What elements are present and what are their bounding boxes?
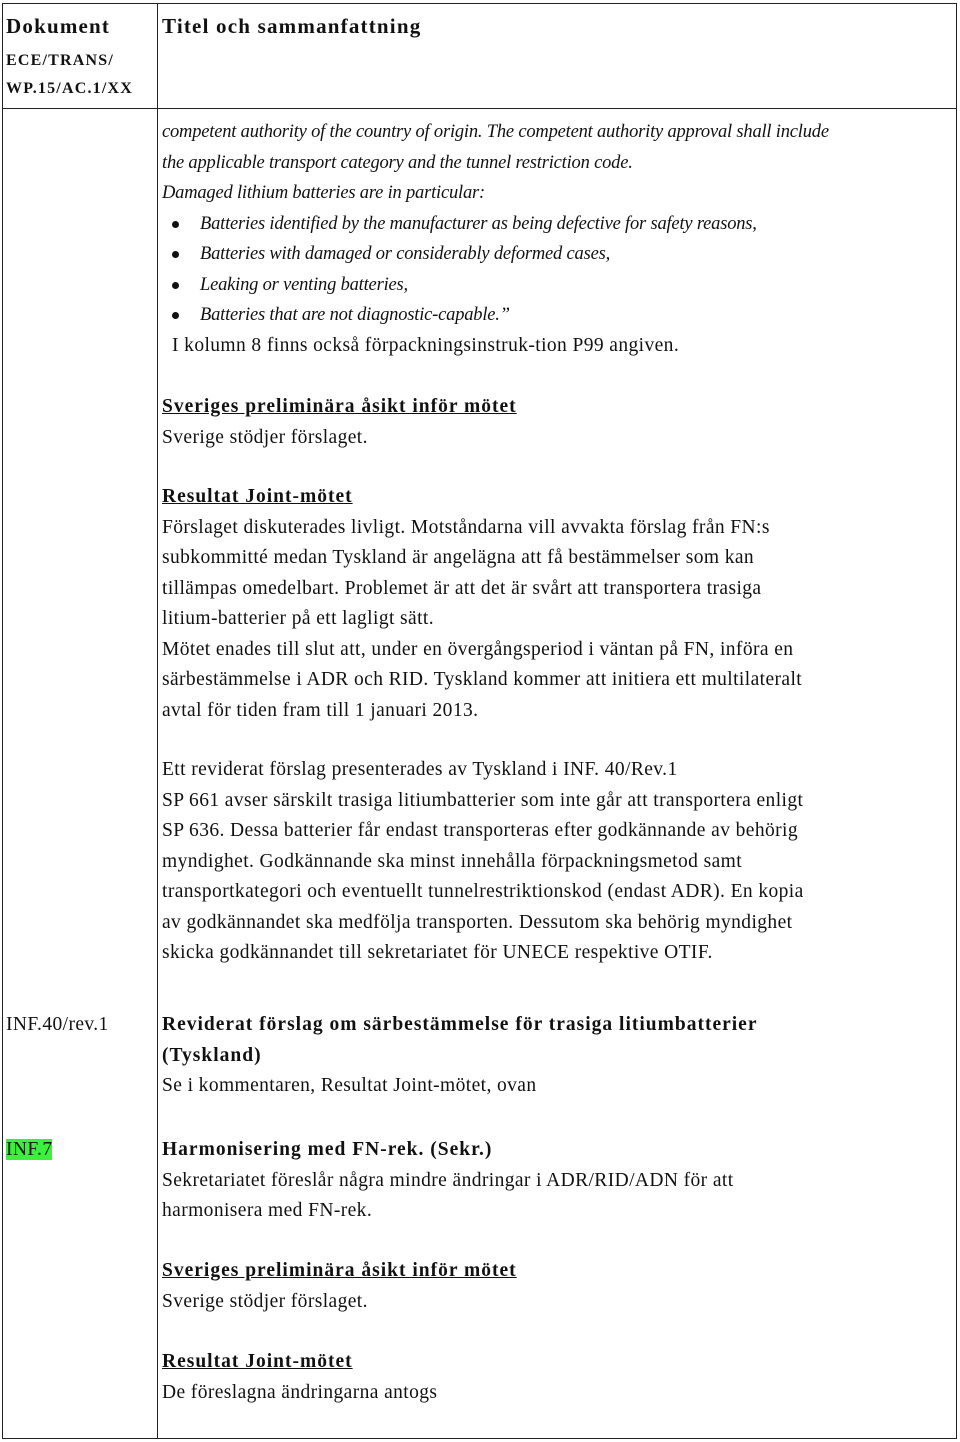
- inf7-result-heading: Resultat Joint-mötet: [162, 1351, 353, 1372]
- bullet-text: Batteries identified by the manufacturer as being defective for safety reasons,: [200, 213, 757, 234]
- result-heading: Resultat Joint-mötet: [162, 486, 353, 507]
- quoted-text-line: competent authority of the country of origin. The competent authority approval shall include: [162, 122, 829, 142]
- inf7-label-highlight: INF.7: [6, 1139, 53, 1160]
- bullet-text: Batteries with damaged or considerably deformed cases,: [200, 244, 611, 264]
- result-line: Förslaget diskuterades livligt. Motståndarna vill avvakta förslag från FN:s: [162, 516, 770, 538]
- inf7-opinion-block: [162, 1256, 954, 1317]
- header-doc-label: Dokument: [6, 14, 111, 38]
- inf7-block: [162, 1135, 954, 1227]
- bullet-item: [162, 270, 954, 301]
- section-lithium-text: [162, 117, 954, 361]
- result-line: litium-batterier på ett lagligt sätt.: [162, 608, 435, 629]
- revised-line: SP 661 avser särskilt trasiga litiumbatterier som inte går att transportera enligt: [162, 789, 804, 811]
- result-line: subkommitté medan Tyskland är angelägna att få bestämmelser som kan: [162, 547, 755, 568]
- revised-line: transportkategori och eventuellt tunnelrestriktionskod (endast ADR). En kopia: [162, 881, 804, 902]
- opinion-heading: Sveriges preliminära åsikt inför mötet: [162, 396, 517, 417]
- column-note: I kolumn 8 finns också förpackningsinstruk-tion P99 angiven.: [172, 334, 680, 356]
- inf7-result-block: [162, 1347, 954, 1408]
- inf7-opinion-heading: Sveriges preliminära åsikt inför mötet: [162, 1260, 517, 1281]
- inf40-title: Reviderat förslag om särbestämmelse för trasiga litiumbatterier: [162, 1014, 758, 1035]
- quoted-text-line: the applicable transport category and the tunnel restriction code.: [162, 152, 633, 173]
- inf7-result-text: De föreslagna ändringarna antogs: [162, 1381, 438, 1403]
- bullet-icon: [172, 251, 179, 258]
- quoted-text-line: Damaged lithium batteries are in particular:: [162, 183, 485, 203]
- bullet-text: Leaking or venting batteries,: [200, 274, 408, 295]
- inf7-text-line: harmonisera med FN-rek.: [162, 1200, 373, 1221]
- bullet-item: [162, 239, 954, 270]
- result-line: avtal för tiden fram till 1 januari 2013.: [162, 699, 479, 721]
- opinion-text: Sverige stödjer förslaget.: [162, 426, 368, 448]
- revised-line: SP 636. Dessa batterier får endast transporteras efter godkännande av behörig: [162, 820, 798, 841]
- column-divider: [157, 4, 158, 1438]
- header-title: Titel och sammanfattning: [162, 14, 422, 38]
- revised-line: skicka godkännandet till sekretariatet för UNECE respektive OTIF.: [162, 942, 713, 963]
- inf7-title: Harmonisering med FN-rek. (Sekr.): [162, 1139, 493, 1160]
- bullet-icon: [172, 221, 179, 228]
- inf40-text: Se i kommentaren, Resultat Joint-mötet, ovan: [162, 1075, 537, 1096]
- inf40-label: INF.40/rev.1: [6, 1014, 109, 1035]
- result-line: särbestämmelse i ADR och RID. Tyskland kommer att initiera ett multilateralt: [162, 669, 803, 690]
- bullet-item: [162, 300, 954, 331]
- revised-line: av godkännandet ska medfölja transporten. Dessutom ska behörig myndighet: [162, 911, 793, 933]
- opinion-block: [162, 392, 954, 453]
- header-doc-code-2: WP.15/AC.1/XX: [6, 80, 134, 97]
- inf40-block: [162, 1010, 954, 1102]
- result-line: Mötet enades till slut att, under en övergångsperiod i väntan på FN, införa en: [162, 638, 794, 660]
- inf7-label: [6, 1135, 52, 1165]
- bullet-item: [162, 209, 954, 240]
- bullet-text: Batteries that are not diagnostic-capable.”: [200, 305, 510, 325]
- revised-proposal-block: [162, 755, 954, 969]
- result-block: [162, 482, 954, 726]
- result-line: tillämpas omedelbart. Problemet är att det är svårt att transportera trasiga: [162, 577, 762, 599]
- header-doc-code-1: ECE/TRANS/: [6, 52, 115, 69]
- bullet-icon: [172, 312, 179, 319]
- header-divider: [3, 108, 956, 109]
- inf7-opinion-text: Sverige stödjer förslaget.: [162, 1290, 368, 1312]
- inf40-title-cont: (Tyskland): [162, 1044, 262, 1066]
- revised-line: Ett reviderat förslag presenterades av Tyskland i INF. 40/Rev.1: [162, 759, 678, 780]
- bullet-icon: [172, 282, 179, 289]
- inf7-text-line: Sekretariatet föreslår några mindre ändringar i ADR/RID/ADN för att: [162, 1169, 734, 1191]
- revised-line: myndighet. Godkännande ska minst innehålla förpackningsmetod samt: [162, 850, 743, 872]
